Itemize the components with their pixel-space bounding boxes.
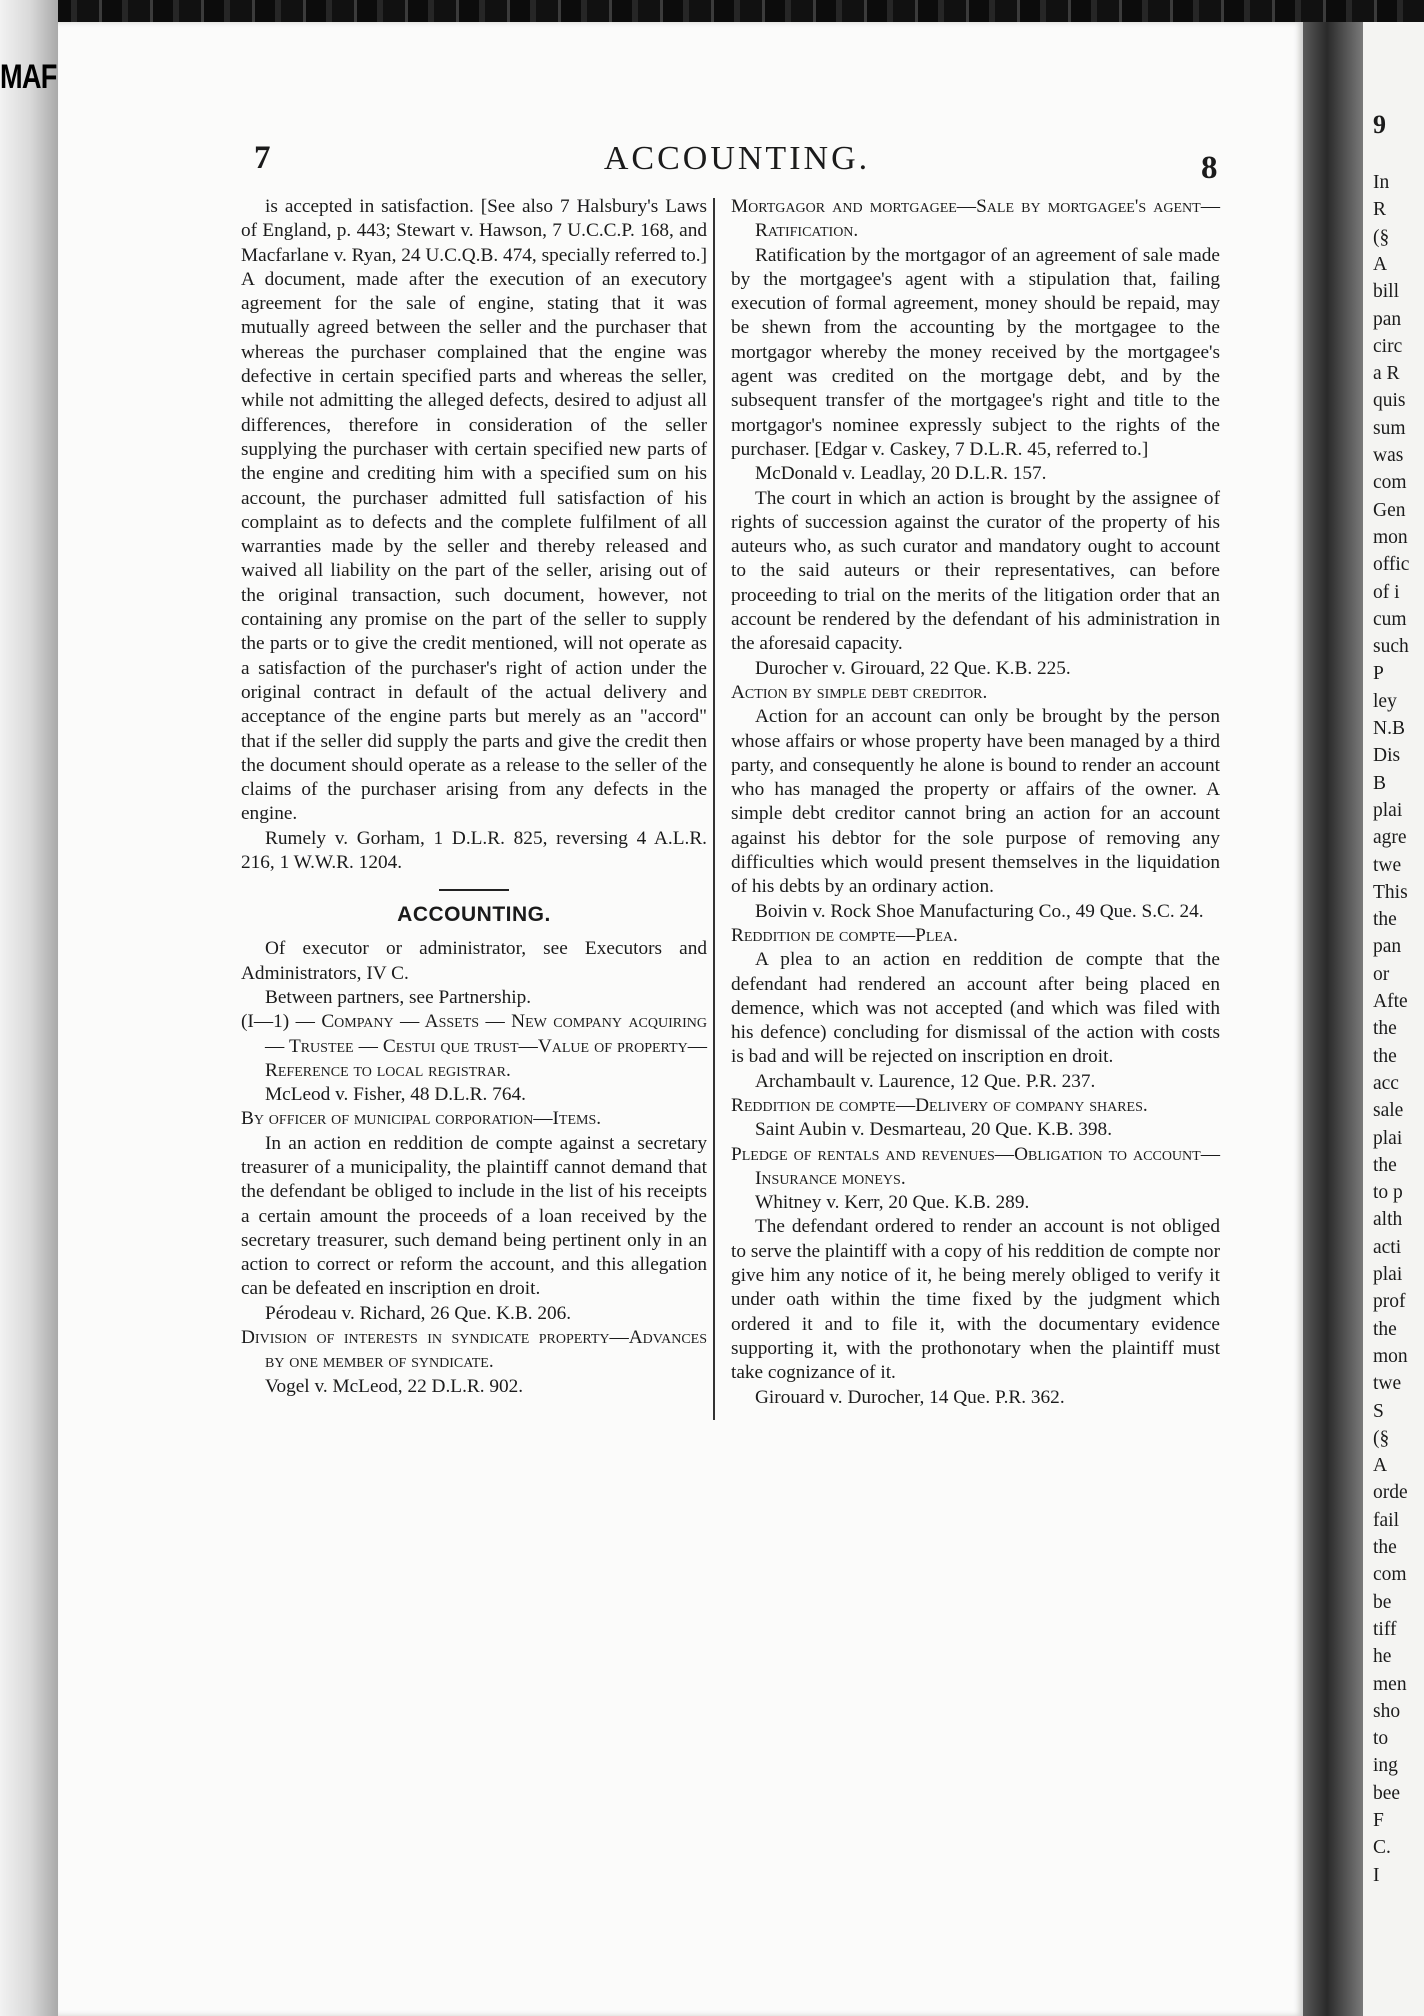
next-page-fragment: ley — [1373, 690, 1397, 712]
next-page-fragment: plai — [1373, 1127, 1403, 1149]
next-page-fragment: pan — [1373, 308, 1402, 330]
next-page-fragment: sho — [1373, 1700, 1401, 1722]
next-page-fragment: bill — [1373, 281, 1400, 303]
next-page-fragment: the — [1373, 1537, 1397, 1558]
page-number-left: 7 — [254, 140, 271, 176]
right-column — [731, 195, 1220, 1410]
next-page-fragment: the — [1373, 1318, 1397, 1340]
next-page-fragment: plai — [1373, 1264, 1403, 1285]
paragraph: The court in which an action is brought by the assignee of rights of succession against the curator of the property of his auteurs who, as such curator and mandatory ought to account to the said auteurs or their representatives, can before proceeding to trial on the merits of the litigation order that an account be rendered by the defendant of his administration in the aforesaid capacity. — [731, 487, 1220, 655]
next-page-fragment: or — [1373, 963, 1390, 985]
next-page-fragment: N.B — [1373, 718, 1405, 739]
paragraph: In an action en reddition de compte against a secretary treasurer of a municipality, the plaintiff cannot demand that the defendant be obliged to include in the list of his receipts a certain amount the proceeds of a loan received by the secretary treasurer, such demand being pertinent only in an action to correct or reform the account, and this allegation can be defeated en inscription en droit. — [241, 1132, 707, 1300]
next-page-fragment: plai — [1373, 799, 1403, 821]
next-page-fragment: pan — [1373, 936, 1402, 958]
paragraph: A plea to an action en reddition de compte that the defendant had rendered an account after being placed en demence, which was not accepted (and which was filed with his defence) concluding for dismissal of the action with costs is bad and will be rejected on inscription en droit. — [731, 949, 1220, 1068]
next-page-fragment: to p — [1373, 1182, 1403, 1204]
subheading: By officer of municipal corporation—Items. — [241, 1108, 602, 1130]
next-page-fragment: alth — [1373, 1209, 1403, 1231]
section-heading: ACCOUNTING. — [397, 903, 551, 927]
next-page-fragment: the — [1373, 909, 1397, 931]
next-page-fragment: acc — [1373, 1072, 1399, 1094]
next-page-fragment: sum — [1373, 417, 1406, 439]
book-gutter — [1303, 22, 1363, 2016]
next-page-fragment: C. — [1373, 1837, 1391, 1859]
next-page-fragment: he — [1373, 1646, 1392, 1668]
next-page-fragment: com — [1373, 472, 1407, 494]
citation: Boivin v. Rock Shoe Manufacturing Co., 49 Que. S.C. 24. — [755, 900, 1204, 922]
page-number-right: 8 — [1201, 150, 1218, 186]
next-page-fragment: Dis — [1373, 745, 1401, 767]
citation: Vogel v. McLeod, 22 D.L.R. 902. — [265, 1375, 524, 1397]
next-page-fragment: mon — [1373, 526, 1408, 548]
citation: Pérodeau v. Richard, 26 Que. K.B. 206. — [265, 1302, 572, 1324]
citation: Rumely v. Gorham, 1 D.L.R. 825, reversing 4 A.L.R. 216, 1 W.W.R. 1204. — [241, 827, 707, 874]
paragraph: Ratification by the mortgagor of an agreement of sale made by the mortgagee's agent with a stipulation that, failing execution of formal agreement, money should be repaid, may be shewn from the accounting by the mortgagee to the mortgagor whereby the money received by the mortgagee's agent was credited on the mortgage debt, and by the subsequent transfer of the mortgagee's right and title to the mortgagor's nominee expressly subject to the rights of the purchaser. [Edgar v. Caskey, 7 D.L.R. 45, referred to.] — [731, 244, 1220, 460]
paragraph: Action for an account can only be brought by the person whose affairs or whose property have been managed by a third party, and consequently he alone is bound to render an account who has managed the property or affairs of the owner. A simple debt creditor cannot bring an action for an account against his debtor for the sole purpose of removing any difficulties which would present themselves in the liquidation of his debts by an ordinary action. — [731, 706, 1220, 898]
next-page-fragment: twe — [1373, 1373, 1402, 1395]
next-page-fragment: orde — [1373, 1482, 1408, 1504]
subheading: Pledge of rentals and revenues—Obligation to account—Insurance moneys. — [731, 1143, 1220, 1189]
subheading: Reddition de compte—Delivery of company shares. — [731, 1094, 1148, 1116]
citation: Of executor or administrator, see Executors and Administrators, IV C. — [241, 938, 707, 984]
next-page-fragment: fail — [1373, 1509, 1399, 1531]
next-page-fragment: In — [1373, 172, 1390, 193]
next-page-fragment: (§ — [1373, 1427, 1390, 1449]
next-page-fragment: cum — [1373, 608, 1407, 630]
next-page-number: 9 — [1373, 110, 1386, 139]
next-page-fragment: such — [1373, 636, 1409, 658]
next-page-fragment: was — [1373, 445, 1404, 466]
next-page-fragment: (§ — [1373, 226, 1390, 248]
next-page-fragment: S — [1373, 1400, 1384, 1422]
next-page-fragment: P — [1373, 663, 1384, 685]
next-page-fragment: a R — [1373, 363, 1400, 385]
next-page-fragment: ing — [1373, 1755, 1398, 1777]
next-page-fragment: twe — [1373, 854, 1402, 876]
citation: Between partners, see Partnership. — [265, 986, 532, 1008]
next-page-fragment: quis — [1373, 390, 1406, 412]
next-page-fragment: Afte — [1373, 991, 1408, 1012]
next-page-fragment: R — [1373, 199, 1387, 221]
running-title: ACCOUNTING. — [603, 140, 871, 177]
next-page-fragment: agre — [1373, 827, 1407, 849]
next-page-strip — [1363, 22, 1424, 2016]
next-page-fragment: circ — [1373, 335, 1403, 357]
next-page-fragment: F — [1373, 1810, 1384, 1831]
next-page-fragment: com — [1373, 1564, 1407, 1586]
next-page-fragment: tiff — [1373, 1618, 1397, 1640]
left-column — [241, 195, 707, 1399]
next-page-fragment: the — [1373, 1018, 1397, 1040]
previous-page-edge — [0, 0, 58, 2016]
next-page-fragment: This — [1373, 881, 1408, 903]
citation: Whitney v. Kerr, 20 Que. K.B. 289. — [755, 1192, 1030, 1214]
citation: Saint Aubin v. Desmarteau, 20 Que. K.B. 398. — [755, 1119, 1113, 1141]
citation: Girouard v. Durocher, 14 Que. P.R. 362. — [755, 1386, 1065, 1408]
next-page-fragment: the — [1373, 1154, 1397, 1176]
citation: Durocher v. Girouard, 22 Que. K.B. 225. — [755, 657, 1071, 679]
next-page-fragment: A — [1373, 1455, 1388, 1477]
next-page-fragment: to — [1373, 1728, 1389, 1750]
subheading: (I—1) — Company — Assets — New company acquiring — Trustee — Cestui que trust—Value of property—Reference to local registrar. — [241, 1011, 707, 1081]
next-page-fragment: I — [1373, 1864, 1380, 1886]
next-page-fragment: be — [1373, 1591, 1392, 1613]
edge-text: MAF — [0, 58, 57, 96]
citation: McLeod v. Fisher, 48 D.L.R. 764. — [265, 1084, 526, 1106]
next-page-fragment: bee — [1373, 1782, 1401, 1804]
next-page-fragment: Gen — [1373, 499, 1406, 521]
paragraph: The defendant ordered to render an account is not obliged to serve the plaintiff with a copy of his reddition de compte nor give him any notice of it, he being merely obliged to verify it under oath within the time fixed by the judgment which ordered it and to file it, with the documentary evidence supporting it, with the prothonotary when the plaintiff must take cognizance of it. — [731, 1216, 1220, 1384]
column-rule — [713, 198, 715, 1420]
subheading: Division of interests in syndicate property—Advances by one member of syndicate. — [241, 1327, 707, 1373]
next-page-fragment: sale — [1373, 1100, 1404, 1122]
citation: McDonald v. Leadlay, 20 D.L.R. 157. — [755, 463, 1047, 485]
next-page-fragment: acti — [1373, 1236, 1402, 1258]
next-page-fragment: prof — [1373, 1291, 1406, 1313]
next-page-fragment: men — [1373, 1673, 1407, 1695]
next-page-fragment: B — [1373, 772, 1387, 794]
paragraph: is accepted in satisfaction. [See also 7 Halsbury's Laws of England, p. 443; Stewart v. Hawson, 7 U.C.C.P. 168, and Macfarlane v. Ryan, 24 U.C.Q.B. 474, specially referred to.] A document, made after the execution of an executory agreement for the sale of engine, stating that it was mutually agreed between the seller and the purchaser that whereas the purchaser complained that the engine was defective in certain specified parts and whereas the seller, while not admitting the alleged defects, desired to adjust all differences, therefore in consideration of the seller supplying the purchaser with certain specified new parts of the engine and crediting him with a specified sum on his account, the purchaser admitted full satisfaction of his complaint as to defects and the complete fulfilment of all warranties made by the seller and thereby released and waived all liability on the part of the seller, arising out of the original transaction, such document, however, not containing any promise on the part of the seller to supply the parts or to give the credit mentioned, will not operate as a satisfaction of the purchaser's right of action under the original contract in default of the actual delivery and acceptance of the engine parts but merely as an "accord" that if the seller did supply the parts and give the credit then the document should operate as a release to the seller of the claims of the purchaser arising from any defects in the engine. — [241, 196, 707, 825]
next-page-fragment: the — [1373, 1045, 1397, 1067]
subheading: Mortgagor and mortgagee—Sale by mortgagee's agent—Ratification. — [731, 196, 1220, 242]
next-page-fragment: mon — [1373, 1345, 1408, 1367]
subheading: Action by simple debt creditor. — [731, 681, 988, 703]
citation: Archambault v. Laurence, 12 Que. P.R. 237. — [755, 1070, 1096, 1092]
next-page-fragment: A — [1373, 253, 1388, 275]
section-separator — [439, 889, 509, 891]
subheading: Reddition de compte—Plea. — [731, 924, 958, 946]
next-page-fragment: of i — [1373, 581, 1400, 603]
next-page-fragment: offic — [1373, 554, 1410, 576]
